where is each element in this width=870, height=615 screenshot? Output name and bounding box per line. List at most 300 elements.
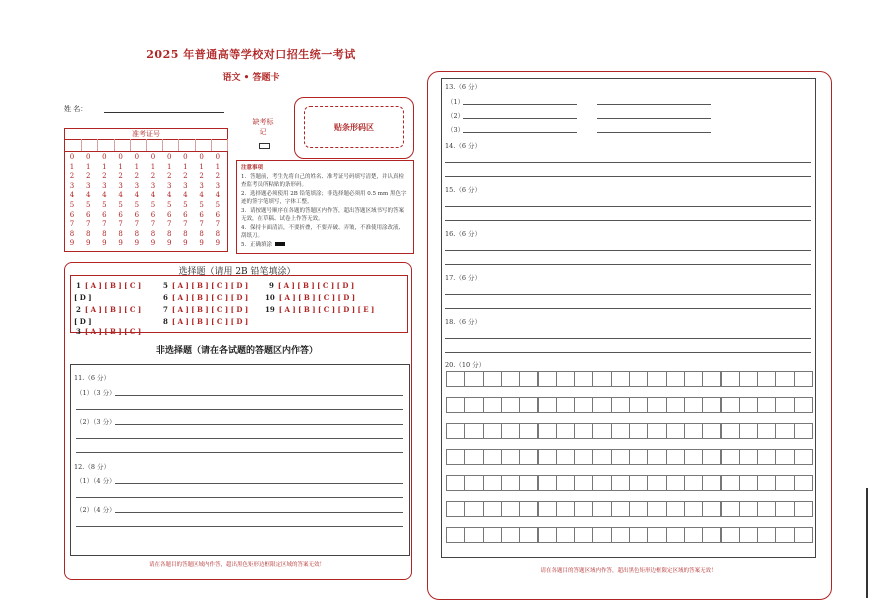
exam-number-write-cell[interactable]: [178, 139, 195, 151]
exam-number-digit[interactable]: 7: [102, 220, 107, 229]
exam-number-digit[interactable]: 0: [85, 153, 91, 161]
essay-grid-cell[interactable]: [556, 397, 575, 413]
essay-grid-cell[interactable]: [647, 527, 666, 543]
essay-grid-cell[interactable]: [739, 527, 758, 543]
exam-number-digit[interactable]: 7: [215, 220, 221, 229]
answer-line[interactable]: [76, 409, 403, 410]
essay-grid-cell[interactable]: [721, 423, 740, 439]
essay-grid-cell[interactable]: [538, 397, 557, 413]
exam-number-digit[interactable]: 9: [183, 239, 188, 248]
essay-grid-cell[interactable]: [702, 397, 721, 413]
essay-grid-cell[interactable]: [446, 527, 465, 543]
essay-grid-cell[interactable]: [611, 501, 630, 517]
answer-line[interactable]: [463, 104, 577, 105]
choice-question-6[interactable]: 6 [ A ] [ B ] [ C ] [ D ]: [163, 293, 249, 302]
exam-number-digit[interactable]: 5: [150, 200, 156, 209]
answer-line[interactable]: [445, 162, 811, 163]
exam-number-digit[interactable]: 6: [134, 210, 140, 219]
essay-grid-cell[interactable]: [519, 501, 538, 517]
answer-line[interactable]: [445, 206, 811, 207]
exam-number-digit[interactable]: 2: [118, 172, 123, 181]
exam-number-digit[interactable]: 5: [85, 200, 91, 209]
essay-grid-cell[interactable]: [501, 501, 520, 517]
exam-number-digit[interactable]: 6: [85, 210, 91, 219]
essay-grid-cell[interactable]: [757, 397, 776, 413]
essay-grid-cell[interactable]: [721, 449, 740, 465]
essay-grid-cell[interactable]: [794, 371, 813, 387]
essay-grid-cell[interactable]: [538, 371, 557, 387]
exam-number-digit[interactable]: 2: [150, 172, 156, 181]
exam-number-digit[interactable]: 2: [102, 172, 107, 181]
exam-number-digit-column[interactable]: [82, 153, 94, 249]
exam-number-digit[interactable]: 5: [166, 200, 172, 209]
choice-question-2-wrap[interactable]: [ D ]: [74, 317, 92, 326]
exam-number-digit[interactable]: 7: [166, 220, 172, 229]
essay-grid-cell[interactable]: [538, 501, 557, 517]
exam-number-digit[interactable]: 4: [183, 191, 188, 200]
essay-grid-cell[interactable]: [757, 501, 776, 517]
essay-grid-cell[interactable]: [446, 475, 465, 491]
essay-grid-cell[interactable]: [519, 423, 538, 439]
essay-grid-cell[interactable]: [611, 449, 630, 465]
exam-number-digit[interactable]: 9: [150, 239, 156, 248]
essay-grid-cell[interactable]: [519, 449, 538, 465]
essay-grid-cell[interactable]: [794, 475, 813, 491]
essay-grid-cell[interactable]: [464, 449, 483, 465]
exam-number-write-cell[interactable]: [162, 139, 179, 151]
answer-line[interactable]: [115, 512, 403, 513]
exam-number-digit[interactable]: 1: [134, 162, 140, 171]
answer-line[interactable]: [597, 118, 711, 119]
essay-grid-cell[interactable]: [592, 501, 611, 517]
exam-number-digit[interactable]: 1: [199, 162, 204, 171]
exam-number-digit-column[interactable]: [98, 153, 110, 249]
exam-number-digit[interactable]: 5: [134, 200, 140, 209]
exam-number-digit[interactable]: 0: [183, 153, 188, 161]
exam-number-digit[interactable]: 2: [183, 172, 188, 181]
exam-number-digit[interactable]: 2: [69, 172, 75, 181]
exam-number-digit[interactable]: 8: [215, 229, 221, 238]
choice-question-10[interactable]: 10 [ A ] [ B ] [ C ] [ D ]: [265, 293, 356, 302]
essay-grid-cell[interactable]: [684, 501, 703, 517]
choice-question-1[interactable]: 1 [ A ] [ B ] [ C ]: [76, 281, 142, 290]
essay-grid-cell[interactable]: [611, 397, 630, 413]
essay-grid-cell[interactable]: [629, 371, 648, 387]
essay-grid-cell[interactable]: [538, 475, 557, 491]
exam-number-digit[interactable]: 4: [102, 191, 107, 200]
exam-number-digit[interactable]: 3: [118, 181, 123, 190]
answer-line[interactable]: [445, 220, 811, 221]
essay-grid-cell[interactable]: [538, 449, 557, 465]
essay-grid-cell[interactable]: [666, 475, 685, 491]
exam-number-digit[interactable]: 1: [183, 162, 188, 171]
exam-number-digit[interactable]: 5: [215, 200, 221, 209]
exam-number-write-cell[interactable]: [65, 139, 82, 151]
essay-grid-cell[interactable]: [556, 423, 575, 439]
essay-grid-cell[interactable]: [702, 501, 721, 517]
essay-grid-cell[interactable]: [629, 501, 648, 517]
exam-number-digit[interactable]: 0: [150, 153, 156, 161]
exam-number-digit[interactable]: 0: [102, 153, 107, 161]
name-field[interactable]: [104, 112, 224, 113]
exam-number-digit[interactable]: 4: [215, 191, 221, 200]
exam-number-digit[interactable]: 9: [102, 239, 107, 248]
essay-grid-cell[interactable]: [592, 475, 611, 491]
exam-number-digit[interactable]: 0: [166, 153, 172, 161]
exam-number-write-cell[interactable]: [97, 139, 114, 151]
essay-grid-cell[interactable]: [702, 449, 721, 465]
essay-grid-cell[interactable]: [501, 449, 520, 465]
essay-grid-cell[interactable]: [647, 397, 666, 413]
choice-question-3[interactable]: 3 [ A ] [ B ] [ C ]: [76, 327, 142, 336]
exam-number-digit[interactable]: 3: [69, 181, 75, 190]
essay-grid-cell[interactable]: [574, 423, 593, 439]
essay-grid-cell[interactable]: [574, 397, 593, 413]
essay-grid-cell[interactable]: [666, 371, 685, 387]
exam-number-digit[interactable]: 0: [199, 153, 204, 161]
choice-question-8[interactable]: 8 [ A ] [ B ] [ C ] [ D ]: [163, 317, 249, 326]
essay-grid-cell[interactable]: [574, 371, 593, 387]
essay-grid-cell[interactable]: [483, 449, 502, 465]
essay-grid-cell[interactable]: [501, 371, 520, 387]
exam-number-digit[interactable]: 0: [118, 153, 123, 161]
essay-grid-cell[interactable]: [592, 371, 611, 387]
exam-number-digit[interactable]: 9: [69, 239, 75, 248]
essay-grid-cell[interactable]: [464, 397, 483, 413]
essay-grid-cell[interactable]: [501, 397, 520, 413]
essay-grid-cell[interactable]: [629, 397, 648, 413]
essay-grid-cell[interactable]: [483, 527, 502, 543]
essay-grid-cell[interactable]: [739, 449, 758, 465]
exam-number-digit[interactable]: 1: [166, 162, 172, 171]
exam-number-digit[interactable]: 5: [183, 200, 188, 209]
exam-number-digit[interactable]: 2: [199, 172, 204, 181]
essay-grid-cell[interactable]: [501, 475, 520, 491]
exam-number-digit[interactable]: 3: [199, 181, 204, 190]
answer-line[interactable]: [115, 483, 403, 484]
essay-grid-cell[interactable]: [647, 449, 666, 465]
scrollbar[interactable]: [866, 488, 868, 598]
exam-number-digit[interactable]: 7: [183, 220, 188, 229]
essay-grid-cell[interactable]: [666, 397, 685, 413]
essay-grid-cell[interactable]: [464, 501, 483, 517]
essay-grid[interactable]: [446, 371, 812, 545]
essay-grid-cell[interactable]: [446, 501, 465, 517]
exam-number-write-cell[interactable]: [211, 139, 228, 151]
essay-grid-cell[interactable]: [794, 397, 813, 413]
answer-line[interactable]: [115, 395, 403, 396]
choice-question-9[interactable]: 9 [ A ] [ B ] [ C ] [ D ]: [269, 281, 355, 290]
exam-number-digit[interactable]: 8: [118, 229, 123, 238]
exam-number-digit-column[interactable]: [115, 153, 127, 249]
exam-number-digit[interactable]: 0: [215, 153, 221, 161]
exam-number-digit[interactable]: 3: [150, 181, 156, 190]
exam-number-digit[interactable]: 4: [134, 191, 140, 200]
essay-grid-cell[interactable]: [721, 371, 740, 387]
essay-grid-cell[interactable]: [684, 527, 703, 543]
essay-grid-cell[interactable]: [721, 527, 740, 543]
exam-number-digit-column[interactable]: [66, 153, 78, 249]
exam-number-digit[interactable]: 7: [134, 220, 140, 229]
answer-line[interactable]: [76, 497, 403, 498]
exam-number-digit[interactable]: 6: [118, 210, 123, 219]
answer-line[interactable]: [445, 294, 811, 295]
essay-grid-cell[interactable]: [611, 527, 630, 543]
essay-grid-cell[interactable]: [556, 527, 575, 543]
exam-number-digit[interactable]: 6: [215, 210, 221, 219]
answer-line[interactable]: [445, 176, 811, 177]
exam-number-digit[interactable]: 8: [69, 229, 75, 238]
essay-grid-cell[interactable]: [446, 371, 465, 387]
essay-grid-cell[interactable]: [757, 527, 776, 543]
essay-grid-cell[interactable]: [775, 449, 794, 465]
exam-number-digit[interactable]: 3: [102, 181, 107, 190]
essay-grid-cell[interactable]: [574, 501, 593, 517]
essay-grid-cell[interactable]: [464, 527, 483, 543]
essay-grid-cell[interactable]: [647, 475, 666, 491]
essay-grid-cell[interactable]: [446, 397, 465, 413]
exam-number-digit-column[interactable]: [131, 153, 143, 249]
exam-number-digit[interactable]: 9: [166, 239, 172, 248]
exam-number-digit[interactable]: 7: [150, 220, 156, 229]
essay-grid-cell[interactable]: [483, 501, 502, 517]
essay-grid-cell[interactable]: [702, 527, 721, 543]
essay-grid-cell[interactable]: [483, 475, 502, 491]
essay-grid-cell[interactable]: [446, 449, 465, 465]
exam-number-digit[interactable]: 9: [118, 239, 123, 248]
answer-line[interactable]: [597, 132, 711, 133]
exam-number-digit[interactable]: 2: [85, 172, 91, 181]
essay-grid-cell[interactable]: [794, 423, 813, 439]
essay-grid-cell[interactable]: [775, 397, 794, 413]
essay-grid-cell[interactable]: [739, 475, 758, 491]
essay-grid-cell[interactable]: [519, 397, 538, 413]
exam-number-digit[interactable]: 8: [199, 229, 204, 238]
exam-number-digit[interactable]: 8: [166, 229, 172, 238]
answer-line[interactable]: [445, 308, 811, 309]
essay-grid-cell[interactable]: [775, 371, 794, 387]
essay-grid-cell[interactable]: [739, 501, 758, 517]
essay-grid-cell[interactable]: [739, 397, 758, 413]
exam-number-write-cell[interactable]: [195, 139, 212, 151]
essay-grid-cell[interactable]: [757, 423, 776, 439]
exam-number-digit[interactable]: 6: [102, 210, 107, 219]
essay-grid-cell[interactable]: [501, 423, 520, 439]
essay-grid-cell[interactable]: [592, 397, 611, 413]
essay-grid-cell[interactable]: [519, 527, 538, 543]
essay-grid-cell[interactable]: [538, 423, 557, 439]
essay-grid-cell[interactable]: [538, 527, 557, 543]
essay-grid-cell[interactable]: [574, 475, 593, 491]
essay-grid-cell[interactable]: [666, 501, 685, 517]
exam-number-digit[interactable]: 6: [183, 210, 188, 219]
exam-number-digit[interactable]: 6: [69, 210, 75, 219]
answer-line[interactable]: [445, 264, 811, 265]
exam-number-digit-column[interactable]: [212, 153, 224, 249]
exam-number-digit[interactable]: 4: [166, 191, 172, 200]
essay-grid-cell[interactable]: [574, 449, 593, 465]
essay-grid-cell[interactable]: [684, 423, 703, 439]
exam-number-write-cell[interactable]: [130, 139, 147, 151]
exam-number-digit[interactable]: 3: [215, 181, 221, 190]
exam-number-digit-column[interactable]: [147, 153, 159, 249]
essay-grid-cell[interactable]: [647, 423, 666, 439]
essay-grid-cell[interactable]: [556, 501, 575, 517]
essay-grid-cell[interactable]: [666, 449, 685, 465]
exam-number-digit[interactable]: 8: [134, 229, 140, 238]
exam-number-digit[interactable]: 9: [85, 239, 91, 248]
answer-line[interactable]: [445, 338, 811, 339]
essay-grid-cell[interactable]: [501, 527, 520, 543]
exam-number-write-row[interactable]: [65, 139, 227, 152]
essay-grid-cell[interactable]: [464, 475, 483, 491]
exam-number-digit[interactable]: 8: [102, 229, 107, 238]
answer-line[interactable]: [115, 424, 403, 425]
exam-number-digit[interactable]: 8: [85, 229, 91, 238]
exam-number-digit[interactable]: 8: [183, 229, 188, 238]
essay-grid-cell[interactable]: [574, 527, 593, 543]
essay-grid-cell[interactable]: [519, 475, 538, 491]
essay-grid-cell[interactable]: [647, 501, 666, 517]
essay-grid-cell[interactable]: [611, 371, 630, 387]
exam-number-digit[interactable]: 7: [199, 220, 204, 229]
exam-number-digit[interactable]: 9: [134, 239, 140, 248]
exam-number-digit[interactable]: 3: [134, 181, 140, 190]
essay-grid-cell[interactable]: [446, 423, 465, 439]
essay-grid-cell[interactable]: [702, 423, 721, 439]
essay-grid-cell[interactable]: [721, 475, 740, 491]
exam-number-digit[interactable]: 5: [102, 200, 107, 209]
exam-number-write-cell[interactable]: [146, 139, 163, 151]
absent-checkbox[interactable]: [259, 143, 270, 149]
essay-grid-cell[interactable]: [611, 475, 630, 491]
exam-number-digit[interactable]: 5: [199, 200, 204, 209]
essay-grid-cell[interactable]: [611, 423, 630, 439]
exam-number-digit[interactable]: 4: [118, 191, 123, 200]
exam-number-digit[interactable]: 1: [118, 162, 123, 171]
essay-grid-cell[interactable]: [794, 501, 813, 517]
essay-grid-cell[interactable]: [483, 371, 502, 387]
answer-line[interactable]: [597, 104, 711, 105]
exam-number-digit[interactable]: 7: [118, 220, 123, 229]
answer-line[interactable]: [445, 250, 811, 251]
essay-grid-cell[interactable]: [721, 397, 740, 413]
exam-number-digit[interactable]: 5: [69, 200, 75, 209]
essay-grid-cell[interactable]: [483, 397, 502, 413]
exam-number-digit[interactable]: 1: [102, 162, 107, 171]
essay-grid-cell[interactable]: [757, 449, 776, 465]
exam-number-digit[interactable]: 0: [69, 153, 75, 161]
answer-area-11-12[interactable]: [70, 364, 410, 556]
choice-question-2[interactable]: 2 [ A ] [ B ] [ C ]: [76, 305, 142, 314]
answer-line[interactable]: [445, 352, 811, 353]
essay-grid-cell[interactable]: [702, 371, 721, 387]
exam-number-digit[interactable]: 6: [199, 210, 204, 219]
choice-question-1-wrap[interactable]: [ D ]: [74, 293, 92, 302]
essay-grid-cell[interactable]: [702, 475, 721, 491]
essay-grid-cell[interactable]: [556, 371, 575, 387]
essay-grid-cell[interactable]: [684, 371, 703, 387]
exam-number-digit[interactable]: 5: [118, 200, 123, 209]
answer-line[interactable]: [76, 452, 403, 453]
essay-grid-cell[interactable]: [739, 423, 758, 439]
exam-number-digit[interactable]: 2: [166, 172, 172, 181]
exam-number-digit[interactable]: 7: [69, 220, 75, 229]
exam-number-digit[interactable]: 3: [166, 181, 172, 190]
essay-grid-cell[interactable]: [775, 501, 794, 517]
essay-grid-cell[interactable]: [592, 527, 611, 543]
essay-grid-cell[interactable]: [629, 527, 648, 543]
essay-grid-cell[interactable]: [647, 371, 666, 387]
exam-number-digit-column[interactable]: [163, 153, 175, 249]
essay-grid-cell[interactable]: [775, 423, 794, 439]
essay-grid-cell[interactable]: [629, 423, 648, 439]
exam-number-digit[interactable]: 7: [85, 220, 91, 229]
essay-grid-cell[interactable]: [794, 527, 813, 543]
essay-grid-cell[interactable]: [556, 449, 575, 465]
essay-grid-cell[interactable]: [629, 449, 648, 465]
exam-number-digit[interactable]: 9: [215, 239, 221, 248]
exam-number-digit[interactable]: 9: [199, 239, 204, 248]
answer-line[interactable]: [76, 526, 403, 527]
essay-grid-cell[interactable]: [794, 449, 813, 465]
essay-grid-cell[interactable]: [666, 423, 685, 439]
essay-grid-cell[interactable]: [684, 449, 703, 465]
essay-grid-cell[interactable]: [684, 397, 703, 413]
essay-grid-cell[interactable]: [556, 475, 575, 491]
exam-number-digit[interactable]: 4: [199, 191, 204, 200]
exam-number-digit[interactable]: 6: [150, 210, 156, 219]
exam-number-digit[interactable]: 4: [150, 191, 156, 200]
exam-number-write-cell[interactable]: [114, 139, 131, 151]
answer-line[interactable]: [463, 132, 577, 133]
exam-number-digit[interactable]: 1: [85, 162, 91, 171]
essay-grid-cell[interactable]: [592, 449, 611, 465]
answer-line[interactable]: [463, 118, 577, 119]
choice-question-19[interactable]: 19 [ A ] [ B ] [ C ] [ D ] [ E ]: [265, 305, 375, 314]
essay-grid-cell[interactable]: [739, 371, 758, 387]
exam-number-digit-column[interactable]: [196, 153, 208, 249]
essay-grid-cell[interactable]: [519, 371, 538, 387]
choice-question-5[interactable]: 5 [ A ] [ B ] [ C ] [ D ]: [163, 281, 249, 290]
essay-grid-cell[interactable]: [592, 423, 611, 439]
exam-number-digit[interactable]: 4: [69, 191, 75, 200]
essay-grid-cell[interactable]: [666, 527, 685, 543]
essay-grid-cell[interactable]: [464, 371, 483, 387]
exam-number-digit[interactable]: 1: [69, 162, 75, 171]
essay-grid-cell[interactable]: [629, 475, 648, 491]
answer-line[interactable]: [76, 438, 403, 439]
exam-number-digit[interactable]: 0: [134, 153, 140, 161]
essay-grid-cell[interactable]: [775, 475, 794, 491]
essay-grid-cell[interactable]: [464, 423, 483, 439]
exam-number-digit[interactable]: 3: [183, 181, 188, 190]
exam-number-write-cell[interactable]: [81, 139, 98, 151]
essay-grid-cell[interactable]: [757, 371, 776, 387]
essay-grid-cell[interactable]: [721, 501, 740, 517]
exam-number-digit[interactable]: 2: [134, 172, 140, 181]
exam-number-digit[interactable]: 1: [215, 162, 221, 171]
exam-number-digit[interactable]: 3: [85, 181, 91, 190]
essay-grid-cell[interactable]: [684, 475, 703, 491]
exam-number-digit[interactable]: 1: [150, 162, 156, 171]
exam-number-digit-column[interactable]: [179, 153, 191, 249]
exam-number-digit[interactable]: 2: [215, 172, 221, 181]
essay-grid-cell[interactable]: [483, 423, 502, 439]
exam-number-digit[interactable]: 4: [85, 191, 91, 200]
essay-grid-cell[interactable]: [775, 527, 794, 543]
exam-number-digit[interactable]: 6: [166, 210, 172, 219]
